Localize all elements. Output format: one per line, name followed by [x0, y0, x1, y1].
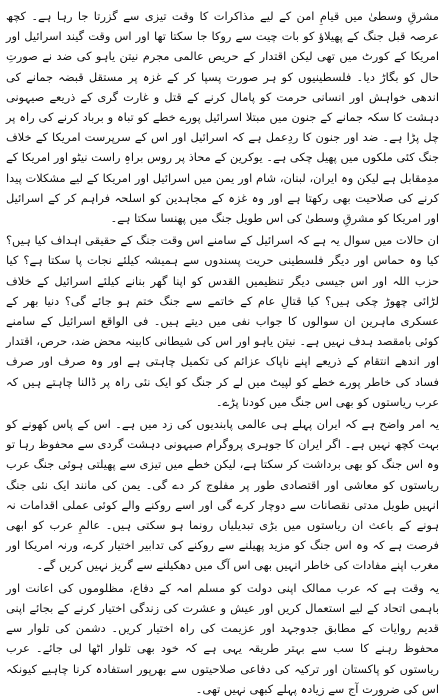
paragraph-iran: یہ امر واضح ہے کہ ایران پہلے ہی عالمی پابندیوں کی زد میں ہے۔ اس کے پاس کھونے کو بہت کچھ نہیں ہے۔ اگر ایران کا جوہری پروگرام صیہونی دہشت گردی سے محفوظ رہا تو وہ اس جنگ کو بھی برداشت کر سکتا ہے، لیکن خطے میں تیزی سے پھیلتی ہوئی جنگ عرب ریاستوں کو معاشی اور اقتصادی طور پر مفلوج کر دے گی۔ یمن کی مانند ایک نئی جنگ انہیں طویل مدتی نقصانات سے دوچار کرے گی اور اسے روکنے والے کوئی عملی اقدامات نہ ہونے کے باعث ان ریاستوں میں بڑی تبدیلیاں رونما ہو سکتی ہیں۔ عالمِ عرب کو ابھی فرصت ہے کہ وہ اس جنگ کو مزید پھیلنے سے روکنے کی تدابیر اختیار کرے، ورنہ امریکا اور مغرب اپنے مفادات کی خاطر انہیں بھی اس آگ میں دھکیلنے سے گریز نہیں کریں گے۔ [6, 417, 439, 573]
paragraph-arab-states: یہ وقت ہے کہ عرب ممالک اپنی دولت کو مسلم امہ کے دفاع، مظلوموں کی اعانت اور باہمی اتحاد کے لیے استعمال کریں اور عیش و عشرت کی زندگی اختیار کرنے کے بجائے اپنی قدیم روایات کے مطابق جدوجہد اور عزیمت کی راہ اختیار کریں۔ دشمن کی تلوار سے محفوظ رہنے کا سب سے بہتر طریقہ یہی ہے کہ خود بھی تلوار اٹھا لی جائے۔ عرب ریاستوں کو پاکستان اور ترکیہ کی دفاعی صلاحیتوں سے بھرپور استفادہ کرنا چاہیے کیونکہ اس کی ضرورت آج سے زیادہ پہلے کبھی نہیں تھی۔ [6, 580, 439, 696]
paragraph-intro: مشرقِ وسطیٰ میں قیامِ امن کے لیے مذاکرات کا وقت تیزی سے گزرتا جا رہا ہے۔ کچھ عرصہ قبل جنگ کے پھیلاؤ کو بات چیت سے روکا جا سکتا تھا اور اس وقت گیند اسرائیل اور امریکا کے کورٹ میں تھی لیکن اقتدار کے حریص عالمی مجرم نیتن یاہو کی ضد نے صورتِ حال کو بگاڑ دیا۔ فلسطینیوں کو ہر صورت پسپا کر کے غزہ پر مستقل قبضہ جمانے کی اندھی خواہش اور انسانی حرمت کو پامال کرنے کے قتل و غارت گری کے ذریعے صیہونی دہشت کا سکہ جمانے کے جنون میں مبتلا اسرائیل پورے خطے کو تباہ و برباد کرنے کی راہ پر چل پڑا ہے۔ ضد اور جنون کا ردِعمل ہے کہ اسرائیل اور اس کے سرپرست امریکا کے خلاف جنگ کئی ملکوں میں پھیل چکی ہے۔ یوکرین کے محاذ پر روس براہِ راست نیٹو اور امریکا کے مدِمقابل ہے لیکن وہ ایران، لبنان، شام اور یمن میں اسرائیل اور امریکا کے لیے مشکلات پیدا کرنے کی صلاحیت بھی رکھتا ہے اور وہ غزہ کے مجاہدین کو اسلحہ فراہم کر کے اسرائیل اور امریکا کو مشرقِ وسطیٰ کی اس طویل جنگ میں پھنسا سکتا ہے۔ [6, 9, 439, 226]
paragraph-questions: ان حالات میں سوال یہ ہے کہ اسرائیل کے سامنے اس وقت جنگ کے حقیقی اہداف کیا ہیں؟ کیا وہ حماس اور دیگر فلسطینی حریت پسندوں سے ہمیشہ کیلئے نجات پا سکتا ہے؟ کیا حزب اللہ اور اس جیسی دیگر تنظیمیں القدس کو اپنا گھر بنانے کیلئے اسرائیل کے خلاف لڑائی چھوڑ چکی ہیں؟ کیا قتالِ عام کے خاتمے سے جنگ ختم ہو جائے گی؟ دنیا بھر کے عسکری ماہرین ان سوالوں کا جواب نفی میں دیتے ہیں۔ فی الواقع اسرائیل کے سامنے کوئی بامقصد ہدف نہیں ہے۔ نیتن یاہو اور اس کی شیطانی کابینہ محض ضد، حرص، اقتدار اور اندھے انتقام کے ذریعے اپنے ناپاک عزائم کی تکمیل چاہتی ہے اور وہ صرف اور صرف فساد کی خاطر پورے خطے کو لپیٹ میں لے کر جنگ کو ایک نئی راہ پر ڈالنا چاہتے ہیں کہ عرب ریاستوں کو بھی اس جنگ میں کودنا پڑے۔ [6, 233, 439, 409]
